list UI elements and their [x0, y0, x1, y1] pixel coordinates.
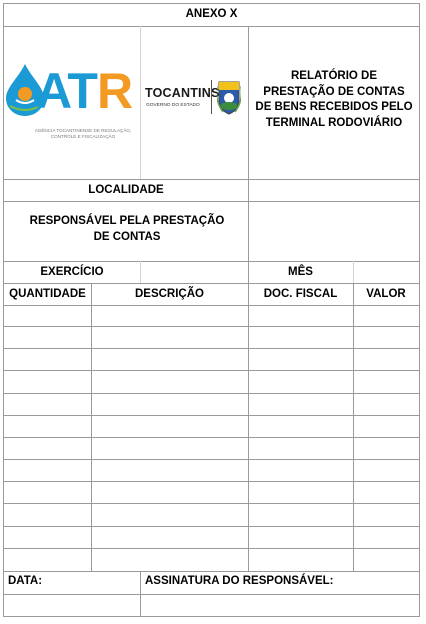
- tocantins-logo: [143, 74, 246, 124]
- annex-title: ANEXO X: [185, 8, 238, 20]
- tocantins-name: TOCANTINS: [145, 86, 220, 100]
- table-row: [4, 482, 419, 504]
- table-row: [4, 416, 419, 438]
- table-cell-descricao[interactable]: [91, 327, 248, 349]
- table-row: [4, 372, 419, 394]
- table-cell-descricao[interactable]: [91, 549, 248, 571]
- tocantins-subtitle: GOVERNO DO ESTADO: [146, 103, 200, 108]
- table-row: [4, 549, 419, 571]
- table-cell-valor[interactable]: [353, 505, 419, 527]
- table-cell-quantidade[interactable]: [4, 460, 91, 482]
- table-cell-descricao[interactable]: [91, 416, 248, 438]
- table-cell-descricao[interactable]: [91, 527, 248, 549]
- table-cell-descricao[interactable]: [91, 460, 248, 482]
- atr-logo-text: ATR: [36, 63, 133, 119]
- table-cell-valor[interactable]: [353, 372, 419, 394]
- table-cell-descricao[interactable]: [91, 438, 248, 460]
- table-cell-doc-fiscal[interactable]: [248, 327, 353, 349]
- table-cell-descricao[interactable]: [91, 505, 248, 527]
- table-cell-descricao[interactable]: [91, 482, 248, 504]
- table-cell-quantidade[interactable]: [4, 527, 91, 549]
- table-cell-quantidade[interactable]: [4, 482, 91, 504]
- table-row: [4, 527, 419, 549]
- table-cell-doc-fiscal[interactable]: [248, 460, 353, 482]
- table-cell-doc-fiscal[interactable]: [248, 372, 353, 394]
- tocantins-coat-of-arms-icon: [217, 78, 241, 116]
- table-cell-valor[interactable]: [353, 549, 419, 571]
- table-cell-doc-fiscal[interactable]: [248, 505, 353, 527]
- column-header-doc-fiscal: DOC. FISCAL: [263, 288, 338, 300]
- report-title: RELATÓRIO DE PRESTAÇÃO DE CONTAS DE BENS RECEBIDOS PELO TERMINAL RODOVIÁRIO: [255, 70, 413, 129]
- mes-label: MÊS: [288, 266, 313, 278]
- table-row: [4, 349, 419, 371]
- table-cell-valor[interactable]: [353, 349, 419, 371]
- table-cell-descricao[interactable]: [91, 349, 248, 371]
- table-cell-doc-fiscal[interactable]: [248, 416, 353, 438]
- table-cell-doc-fiscal[interactable]: [248, 527, 353, 549]
- table-cell-quantidade[interactable]: [4, 505, 91, 527]
- table-row: [4, 327, 419, 349]
- table-cell-descricao[interactable]: [91, 305, 248, 327]
- table-cell-doc-fiscal[interactable]: [248, 438, 353, 460]
- table-cell-valor[interactable]: [353, 460, 419, 482]
- atr-logo-subtitle: AGÊNCIA TOCANTINENSE DE REGULAÇÃO, CONTROLE E FISCALIZAÇÃO: [34, 128, 132, 139]
- table-cell-quantidade[interactable]: [4, 438, 91, 460]
- column-header-quantidade: QUANTIDADE: [9, 288, 86, 300]
- localidade-label: LOCALIDADE: [88, 184, 164, 196]
- table-row: [4, 460, 419, 482]
- table-cell-valor[interactable]: [353, 327, 419, 349]
- column-header-valor: VALOR: [366, 288, 406, 300]
- table-cell-quantidade[interactable]: [4, 549, 91, 571]
- table-row: [4, 394, 419, 416]
- table-cell-quantidade[interactable]: [4, 372, 91, 394]
- table-cell-quantidade[interactable]: [4, 327, 91, 349]
- table-row: [4, 505, 419, 527]
- column-header-descricao: DESCRIÇÃO: [134, 288, 204, 300]
- table-cell-valor[interactable]: [353, 416, 419, 438]
- atr-logo: [6, 62, 138, 144]
- table-cell-doc-fiscal[interactable]: [248, 349, 353, 371]
- table-cell-quantidade[interactable]: [4, 394, 91, 416]
- table-cell-valor[interactable]: [353, 394, 419, 416]
- form-sheet: [3, 3, 420, 617]
- table-cell-valor[interactable]: [353, 438, 419, 460]
- exercicio-label: EXERCÍCIO: [40, 266, 104, 278]
- table-row: [4, 305, 419, 327]
- table-row: [4, 438, 419, 460]
- table-cell-valor[interactable]: [353, 527, 419, 549]
- table-cell-doc-fiscal[interactable]: [248, 482, 353, 504]
- table-cell-doc-fiscal[interactable]: [248, 394, 353, 416]
- table-cell-descricao[interactable]: [91, 394, 248, 416]
- table-cell-quantidade[interactable]: [4, 349, 91, 371]
- table-cell-quantidade[interactable]: [4, 305, 91, 327]
- table-cell-valor[interactable]: [353, 305, 419, 327]
- table-cell-quantidade[interactable]: [4, 416, 91, 438]
- table-cell-doc-fiscal[interactable]: [248, 305, 353, 327]
- table-cell-doc-fiscal[interactable]: [248, 549, 353, 571]
- data-label: DATA:: [8, 575, 43, 587]
- signature-label: ASSINATURA DO RESPONSÁVEL:: [145, 575, 334, 587]
- responsavel-label: RESPONSÁVEL PELA PRESTAÇÃO DE CONTAS: [29, 215, 225, 243]
- table-cell-valor[interactable]: [353, 482, 419, 504]
- table-cell-descricao[interactable]: [91, 372, 248, 394]
